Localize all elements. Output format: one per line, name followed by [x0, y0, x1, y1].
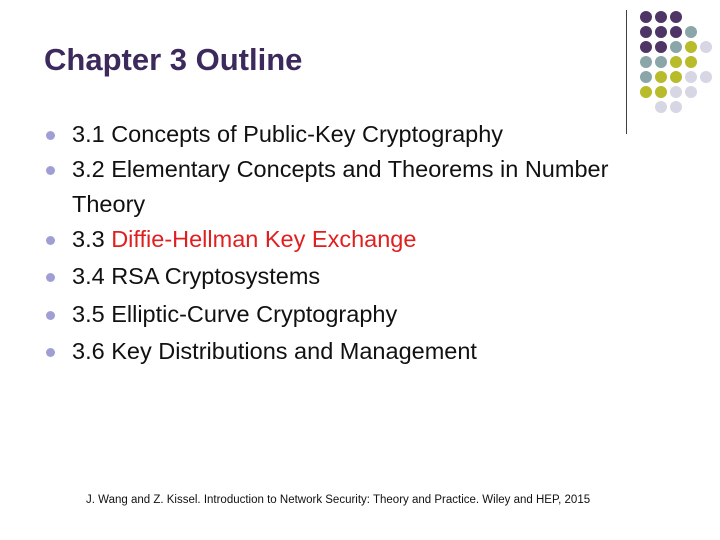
citation-footer: J. Wang and Z. Kissel. Introduction to Network Security: Theory and Practice. Wiley and HEP, 2015 [86, 494, 591, 506]
outline-item-text: 3.2 Elementary Concepts and Theorems in Number Theory [72, 156, 609, 217]
bullet-icon [46, 166, 55, 175]
bullet-icon [46, 273, 55, 282]
decor-dot [700, 71, 712, 83]
decor-dot [655, 101, 667, 113]
decor-dot [655, 26, 667, 38]
decor-dot [640, 86, 652, 98]
decor-dot [670, 41, 682, 53]
decor-dot [655, 41, 667, 53]
outline-item-text: 3.1 Concepts of Public-Key Cryptography [72, 121, 504, 147]
slide-title: Chapter 3 Outline [44, 42, 303, 77]
decor-dot [670, 26, 682, 38]
bullet-icon [46, 311, 55, 320]
bullet-icon [46, 236, 55, 245]
decor-dot [655, 86, 667, 98]
decor-dot [640, 56, 652, 68]
bullet-icon [46, 131, 55, 140]
outline-item-text: 3.5 Elliptic-Curve Cryptography [72, 301, 398, 327]
outline-item-text: 3.6 Key Distributions and Management [72, 338, 477, 364]
decor-dot [670, 56, 682, 68]
decor-dot [685, 56, 697, 68]
decor-dot [685, 86, 697, 98]
decor-dot [670, 71, 682, 83]
decor-dot [640, 26, 652, 38]
outline-item-text: 3.4 RSA Cryptosystems [72, 263, 321, 289]
decorative-divider [626, 10, 627, 134]
decor-dot [655, 11, 667, 23]
decor-dot [685, 41, 697, 53]
decor-dot [670, 101, 682, 113]
decor-dot [640, 11, 652, 23]
decor-dot [670, 86, 682, 98]
bullet-icon [46, 348, 55, 357]
decor-dot [640, 41, 652, 53]
outline-item-text: 3.3 Diffie-Hellman Key Exchange [72, 226, 417, 252]
decor-dot [655, 56, 667, 68]
decor-dot [685, 26, 697, 38]
decor-dot [700, 41, 712, 53]
decor-dot [670, 11, 682, 23]
decor-dot [685, 71, 697, 83]
decor-dot [640, 71, 652, 83]
decor-dot [655, 71, 667, 83]
